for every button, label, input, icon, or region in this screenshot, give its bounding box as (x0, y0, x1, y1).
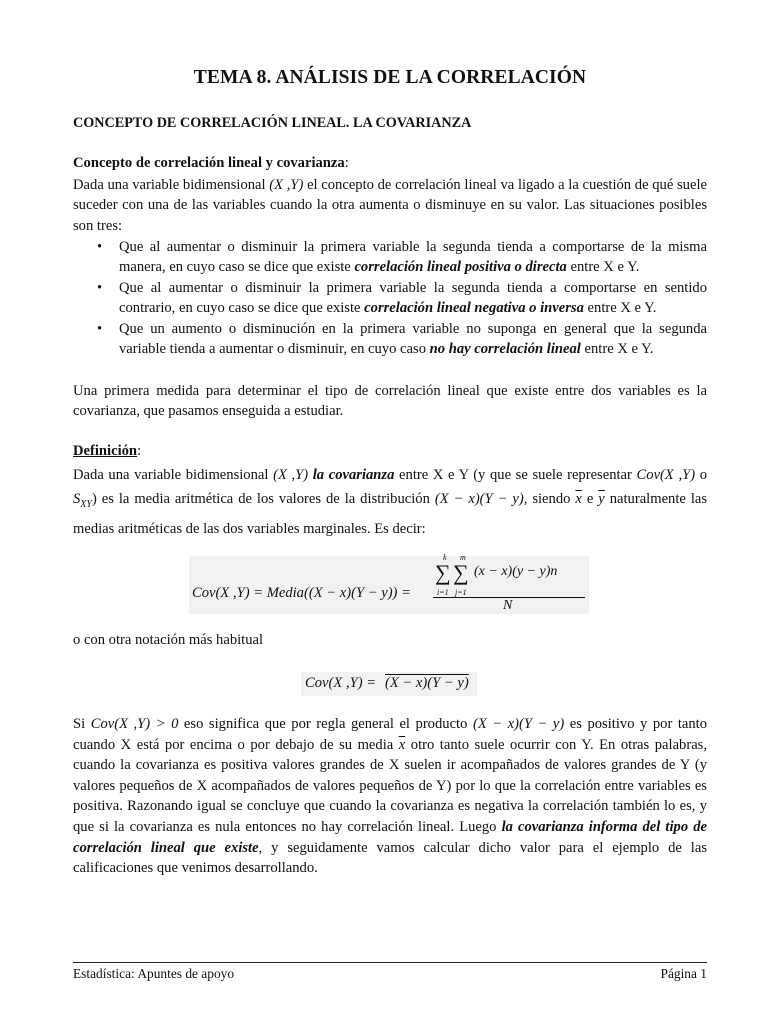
concept-heading (73, 155, 349, 172)
bullet-emphasis: correlación lineal negativa o inversa (364, 300, 584, 317)
math-product: (X − x)(Y − y) (472, 716, 565, 732)
definition-heading-text: Definición (73, 443, 138, 459)
definition-heading (73, 443, 141, 460)
definition-text-5: , siendo (523, 491, 571, 507)
formula2-left: Cov(X ,Y) = (305, 675, 377, 691)
covariance-formula-short (301, 672, 477, 696)
closing-paragraph (73, 714, 707, 879)
bullet-tail: entre X e Y. (580, 341, 654, 358)
bullet-emphasis: correlación lineal positiva o directa (354, 259, 567, 276)
sigma-j-icon: ∑ (453, 560, 469, 585)
math-ybar: $\overline{y}$ (598, 491, 605, 507)
sum-lower-i: i=1 (437, 588, 449, 597)
formula-numerator: (x − x)(y − y)n (474, 564, 558, 579)
concept-heading-colon: : (344, 155, 349, 171)
closing-text-4: otro tanto suele ocurrir con Y. En otras palabras, cuando la covarianza es positiva valores grandes de X suelen ir acompañados de valores grandes de Y (y valores pequeños de X acompañados de valores pequeños de Y) por lo que la correlación entre variables es positiva. Razonando igual se concluye que cuando la covarianza es negativa la correlación también lo es, y que si la covarianza es nula entonces no hay correlación lineal. Luego (73, 736, 708, 835)
section-heading: CONCEPTO DE CORRELACIÓN LINEAL. LA COVARIANZA (73, 115, 472, 131)
definition-text-4: ) es la media aritmética de los valores de la distribución (91, 491, 430, 507)
definition-text-3: o (699, 467, 708, 483)
covariance-formula (189, 553, 589, 614)
math-xy: (X ,Y) (273, 467, 309, 483)
footer-title: Estadística: Apuntes de apoyo (73, 966, 235, 981)
definition-text-7: naturalmente las medias aritméticas de las dos variables marginales. Es decir: (73, 491, 708, 537)
closing-text-5: , y seguidamente vamos calcular dicho valor para el ejemplo de las calificaciones que venimos desarrollando. (73, 839, 707, 877)
math-xy: (X ,Y) (269, 177, 304, 193)
closing-text-1: Si (73, 716, 86, 732)
footer-divider (73, 962, 707, 963)
concept-intro-start: Dada una variable bidimensional (73, 177, 266, 193)
formula-fraction (433, 553, 587, 614)
bullet-tail: entre X e Y. (566, 259, 640, 276)
sum-upper-k: k (443, 553, 447, 562)
concept-heading-text: Concepto de correlación lineal y covarianza (73, 155, 345, 171)
concept-intro-end: el concepto de correlación lineal va ligado a la cuestión de qué suele suceder con una de las variables cuando la otra aumenta o disminuye en su valor. Las situaciones posibles son tres: (73, 177, 707, 234)
situations-list (73, 237, 707, 359)
definition-emphasis: la covarianza (312, 467, 395, 483)
closing-text-2: eso significa que por regla general el producto (183, 716, 468, 732)
math-distribution: (X − x)(Y − y) (434, 491, 524, 507)
math-cov: Cov(X ,Y) (636, 467, 696, 483)
other-notation-text: o con otra notación más habitual (73, 632, 264, 648)
definition-text-6: e (586, 491, 594, 507)
sigma-i-icon: ∑ (435, 560, 451, 585)
definition-heading-colon: : (137, 443, 142, 459)
math-sxy-letter: S (73, 491, 81, 507)
math-xbar: $\overline{x}$ (575, 491, 582, 507)
page-number: Página 1 (660, 966, 707, 981)
math-sxy-sub: XY (80, 498, 92, 510)
bullet-tail: entre X e Y. (583, 300, 657, 317)
bullet-text: Que un aumento o disminución en la primera variable no suponga en general que la segunda variable tienda a aumentar o disminuir, en cuyo caso (119, 320, 707, 358)
list-item: • Que al aumentar o disminuir la primera variable la segunda tienda a comportarse en sentido contrario, en cuyo caso se dice que existe correlación lineal negativa o inversa entre X e Y. (97, 279, 707, 317)
bullet-text: Que al aumentar o disminuir la primera variable la segunda tienda a comportarse de la misma manera, en cuyo caso se dice que existe (119, 239, 707, 276)
concept-intro (73, 175, 707, 236)
formula-left-side: Cov(X ,Y) = Media((X − x)(Y − y)) = (192, 585, 411, 601)
definition-text-1: Dada una variable bidimensional (73, 467, 269, 483)
follow-paragraph: Una primera medida para determinar el tipo de correlación lineal que existe entre dos variables es la covarianza, que pasamos enseguida a estudiar. (73, 383, 707, 420)
list-item: • Que al aumentar o disminuir la primera variable la segunda tienda a comportarse de la misma manera, en cuyo caso se dice que existe correlación lineal positiva o directa entre X e Y. (97, 239, 707, 276)
math-sxy (73, 491, 92, 510)
definition-paragraph (73, 463, 707, 541)
math-cov-positive: Cov(X ,Y) > 0 (90, 716, 179, 732)
list-item: • Que un aumento o disminución en la primera variable no suponga en general que la segunda variable tienda a aumentar o disminuir, en cuyo caso no hay correlación lineal entre X e Y. (97, 320, 707, 358)
math-xbar: $\overline{x}$ (398, 736, 406, 753)
page-title: TEMA 8. ANÁLISIS DE LA CORRELACIÓN (193, 67, 587, 88)
closing-emphasis: la covarianza informa del tipo de correlación lineal que existe (73, 818, 707, 856)
definition-text-2: entre X e Y (y que se suele representar (399, 467, 632, 483)
formula-denominator: N (503, 598, 513, 613)
bullet-text: Que al aumentar o disminuir la primera variable la segunda tienda a comportarse en sentido contrario, en cuyo caso se dice que existe (119, 279, 707, 317)
sum-upper-m: m (460, 553, 466, 562)
bullet-emphasis: no hay correlación lineal (429, 341, 581, 358)
closing-text-3: es positivo y por tanto cuando X está por encima o por debajo de su media (73, 716, 708, 753)
formula2-right: (X − x)(Y − y) (385, 675, 469, 691)
sum-lower-j: j=1 (455, 588, 467, 597)
